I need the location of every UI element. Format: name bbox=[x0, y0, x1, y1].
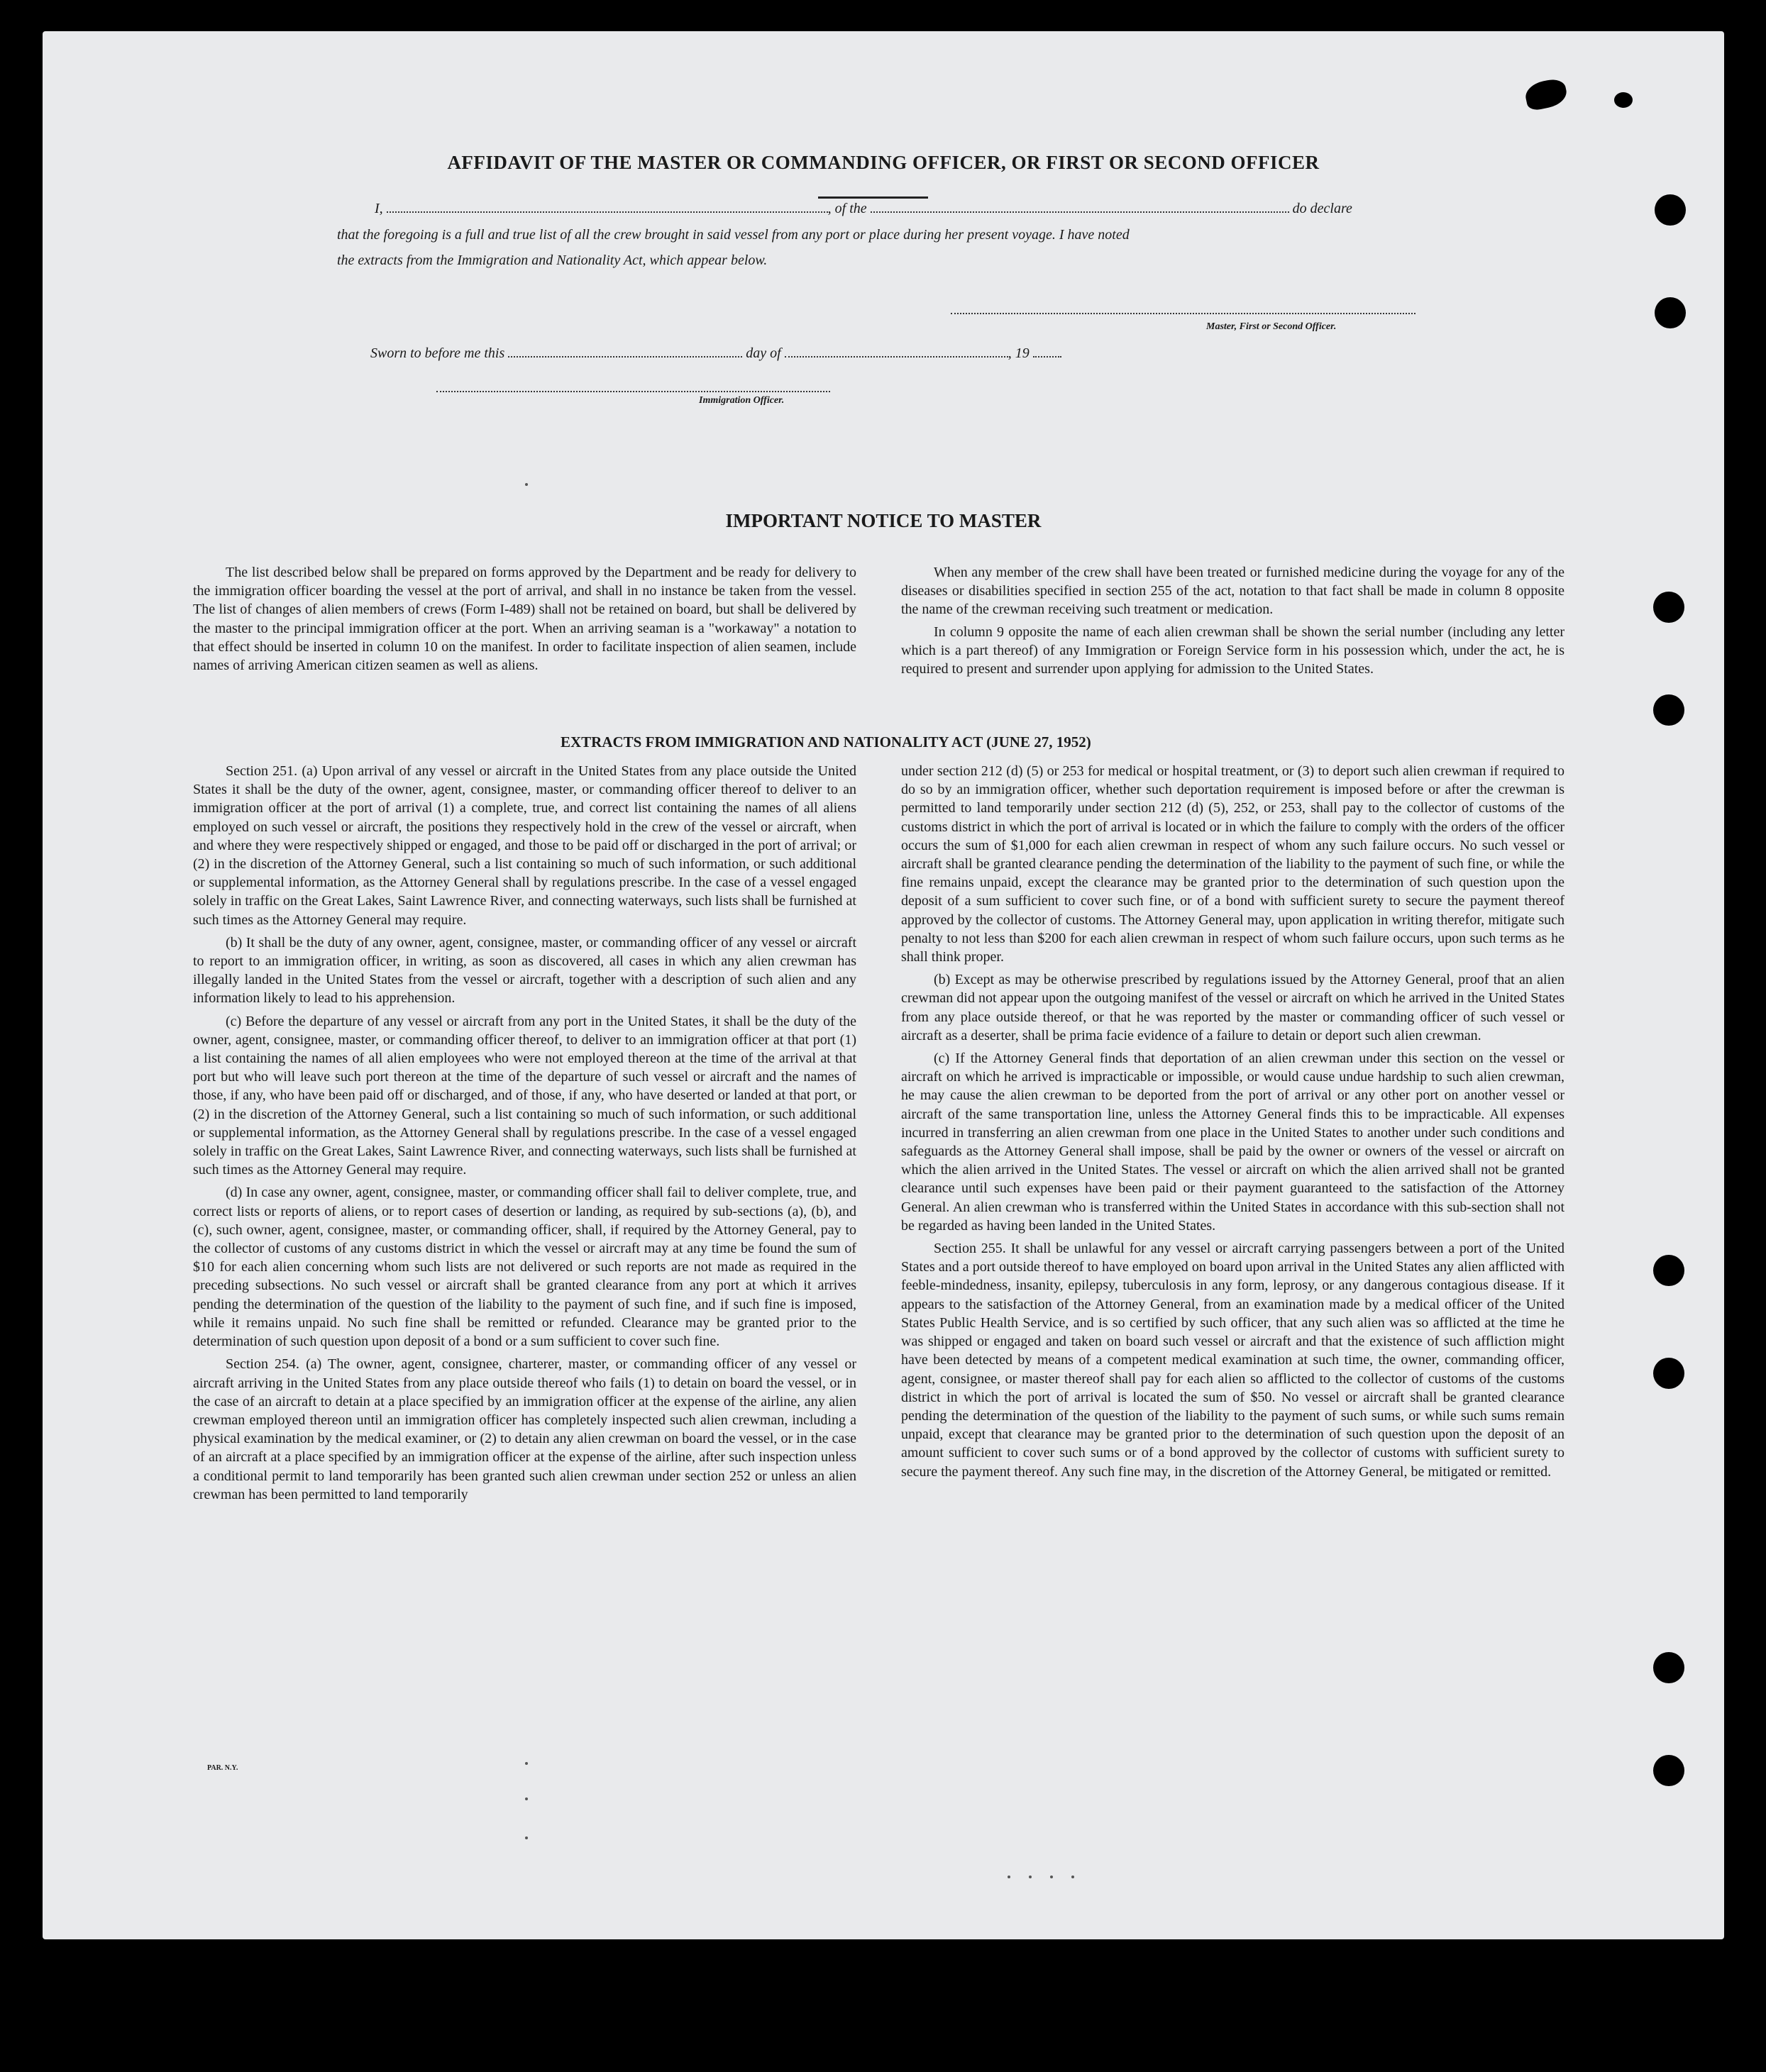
section-paragraph: (b) It shall be the duty of any owner, agent, consignee, master, or commanding officer of any vessel or aircraft to report to an immigration officer, in writing, as soon as discovered, all cases in which any alien crewman has illegally landed in the United States from the vessel or aircraft, together with a description of such alien and any information likely to lead to his apprehension. bbox=[193, 934, 856, 1007]
speck bbox=[525, 483, 528, 486]
sworn-month-blank bbox=[785, 343, 1008, 358]
day-of-label: day of bbox=[746, 345, 781, 361]
section-paragraph: (c) Before the departure of any vessel or aircraft from any port in the United States, it shall be the duty of the owner, agent, consignee, master, or commanding officer thereof, to deliver to an immigration officer at that port (1) a list containing the names of all alien employees who were not employed thereon at the time of the arrival at that port but who will leave such port thereon at the time of the departure of such vessel or aircraft and the names of those, if any, who have been paid off or discharged, and of those, if any, who have deserted or landed at that port, or (2) in the discretion of the Attorney General, such a list containing so much of such information, or such additional or supplemental information, as the Attorney General shall by regulations prescribe. In the case of a vessel engaged solely in traffic on the Great Lakes, Saint Lawrence River, and connecting waterways, such lists shall be furnished at such times as the Attorney General may require. bbox=[193, 1013, 856, 1178]
notice-paragraph: In column 9 opposite the name of each alien crewman shall be shown the serial number (including any letter which is a part thereof) of any Immigration or Foreign Service form in his possession which, under the act, he is required to present and surrender upon applying for admission to the United States. bbox=[901, 624, 1564, 677]
notice-paragraph: When any member of the crew shall have been treated or furnished medicine during the voyage for any of the diseases or disabilities specified in section 255 of the act, notation to that fact shall be made in column 8 opposite the name of the crewman receiving such treatment or medication. bbox=[901, 565, 1564, 618]
notice-paragraph: The list described below shall be prepared on forms approved by the Department and be ready for delivery to the immigration officer boarding the vessel at the port of arrival, and shall in no instance be taken from the vessel. The list of changes of alien members of crews (Form I-489) shall not be retained on board, but shall be delivered by the master to the principal immigration officer at the port. When an arriving seaman is a "workaway" a notation to that effect should be inserted in column 10 on the manifest. In order to facilitate inspection of alien seamen, include names of arriving American citizen seamen as well as aliens. bbox=[193, 565, 856, 674]
speck bbox=[1050, 1876, 1053, 1878]
speck bbox=[525, 1836, 528, 1839]
section-paragraph: Section 255. It shall be unlawful for any vessel or aircraft carrying passengers between a port of the United States and a port outside thereof to have employed on board upon arrival in the United States any alien afflicted with feeble-mindedness, insanity, epilepsy, tuberculosis in any form, leprosy, or any dangerous contagious disease. If it appears to the satisfaction of the Attorney General, from an examination made by a medical officer of the United States Public Health Service, and is so certified by such officer, that any such alien was so afflicted at the time he was shipped or engaged and taken on board such vessel or aircraft and that the existence of such affliction might have been detected by means of a competent medical examination at such time, the owner, commanding officer, agent, consignee, or master thereof shall pay for each alien so afflicted to the collector of customs of the customs district in which the port of arrival is located the sum of $50. No vessel or aircraft shall be granted clearance pending the determination of the question of the liability to the payment of such sums, or while such sums remain unpaid, except that clearance may be granted prior to the determination of such question upon the deposit of an amount sufficient to cover such sums or of a bond approved by the collector of customs with sufficient surety to secure the payment thereof. Any such fine may, in the discretion of the Attorney General, be mitigated or remitted. bbox=[901, 1241, 1564, 1480]
binder-hole bbox=[1655, 194, 1686, 226]
binder-hole bbox=[1653, 1652, 1684, 1683]
section-paragraph: (b) Except as may be otherwise prescribed by regulations issued by the Attorney General, proof that an alien crewman did not appear upon the outgoing manifest of the vessel or aircraft on which he arrived in the United States from any place outside thereof, or that he was reported by the master or commanding officer of such vessel or aircraft as a deserter, shall be prima facie evidence of a failure to detain or deport such alien crewman. bbox=[901, 972, 1564, 1043]
speck bbox=[1008, 1876, 1010, 1878]
notice-title: IMPORTANT NOTICE TO MASTER bbox=[725, 510, 1042, 531]
section-paragraph: Section 251. (a) Upon arrival of any vessel or aircraft in the United States from any place outside the United States it shall be the duty of the owner, agent, consignee, master, or commanding officer thereof to deliver to an immigration officer at the port of arrival (1) a complete, true, and correct list containing the names of all aliens employed on such vessel or aircraft, the positions they respectively hold in the crew of the vessel or aircraft, when and where they were respectively shipped or engaged, and those to be paid off or discharged in the port of arrival; or (2) in the discretion of the Attorney General, such a list containing so much of such information, or such additional or supplemental information, as the Attorney General shall by regulations prescribe. In the case of a vessel engaged solely in traffic on the Great Lakes, Saint Lawrence River, and connecting waterways, such lists shall be furnished at such times as the Attorney General may require. bbox=[193, 763, 856, 928]
master-signature-line bbox=[951, 313, 1415, 314]
affidavit-text-1: that the foregoing is a full and true list of all the crew brought in said vessel from any port or place during her present voyage. I have noted bbox=[337, 227, 1130, 243]
sworn-label: Sworn to before me this bbox=[370, 345, 505, 361]
section-paragraph: (d) In case any owner, agent, consignee, master, or commanding officer shall fail to deliver complete, true, and correct lists or reports of aliens, or to report cases of desertion or landing, as required by sub-sections (a), (b), and (c), such owner, agent, consignee, master, or commanding officer, shall, if required by the Attorney General, pay to the collector of customs of any customs district in which the vessel or aircraft may at any time be found the sum of $10 for each alien concerning whom such lists are not delivered or such reports are not made as required in the preceding subsections. No such vessel or aircraft shall be granted clearance from any port at which it arrives pending the determination of the question of the liability to the payment of such fine, and if such fine is imposed, while it remains unpaid. No such fine shall be remitted or refunded. Clearance may be granted prior to the determination of such question upon deposit of a bond or a sum sufficient to cover such fine. bbox=[193, 1185, 856, 1350]
notice-right-column bbox=[901, 563, 1564, 678]
affidavit-title: AFFIDAVIT OF THE MASTER OR COMMANDING OFFICER, OR FIRST OR SECOND OFFICER bbox=[447, 152, 1320, 173]
binder-hole bbox=[1653, 694, 1684, 726]
of-the-label: , of the bbox=[827, 201, 867, 216]
binder-hole bbox=[1655, 297, 1686, 328]
do-declare-label: do declare bbox=[1292, 201, 1352, 216]
binder-hole bbox=[1653, 592, 1684, 623]
affidavit-text-2: the extracts from the Immigration and Nationality Act, which appear below. bbox=[337, 253, 768, 268]
document-page bbox=[43, 31, 1724, 1939]
affidavit-i: I, bbox=[375, 201, 383, 216]
section-paragraph: (c) If the Attorney General finds that deportation of an alien crewman under this section on the vessel or aircraft on which he arrived is impracticable or impossible, or would cause undue hardship to such alien crewman, he may cause the alien crewman to be deported from the port of arrival or any other port on another vessel or aircraft of the same transportation line, unless the Attorney General finds this to be impracticable. All expenses incurred in transferring an alien crewman from one place in the United States to another under such conditions and safeguards as the Attorney General shall impose, shall be paid by the owner or owners of the vessel or aircraft on which the alien arrived in the United States. The vessel or aircraft on which the alien arrived shall not be granted clearance until such expenses have been paid or their payment guaranteed to the satisfaction of the Attorney General. An alien crewman who is transferred within the United States in accordance with this sub-section shall not be regarded as having been landed in the United States. bbox=[901, 1051, 1564, 1234]
year-blank bbox=[1033, 343, 1061, 358]
speck bbox=[1029, 1876, 1032, 1878]
printer-mark: PAR. N.Y. bbox=[207, 1764, 238, 1772]
extracts-right-column bbox=[901, 762, 1564, 1481]
officer-signature-label: Immigration Officer. bbox=[699, 395, 785, 406]
binder-hole bbox=[1653, 1255, 1684, 1286]
notice-left-column bbox=[193, 563, 856, 675]
extracts-title: EXTRACTS FROM IMMIGRATION AND NATIONALITY ACT (JUNE 27, 1952) bbox=[561, 733, 1091, 750]
speck bbox=[1071, 1876, 1074, 1878]
sworn-day-blank bbox=[508, 343, 742, 358]
sworn-line bbox=[370, 343, 1061, 362]
affidavit-declaration-line bbox=[375, 199, 1352, 217]
year-label: , 19 bbox=[1008, 345, 1030, 361]
ink-blot bbox=[1523, 77, 1569, 111]
binder-hole bbox=[1653, 1358, 1684, 1389]
officer-signature-line bbox=[436, 391, 830, 392]
ink-blot bbox=[1614, 92, 1633, 108]
section-paragraph: under section 212 (d) (5) or 253 for medical or hospital treatment, or (3) to deport such alien crewman if required to do so by an immigration officer, whether such deportation requirement is imposed before or after the crewman is permitted to land temporarily under section 212 (d) (5), 252, or 253, shall pay to the collector of customs of the customs district in which the port of arrival is located or in which the failure to comply with the orders of the officer occurs the sum of $1,000 for each alien crewman in respect of whom any such failure occurs. No such vessel or aircraft shall be granted clearance pending the determination of the liability to the payment of such fine, or while the fine remains unpaid, except the clearance may be granted prior to the determination of such question upon the deposit of a sum sufficient to cover such fine, or of a bond with sufficient surety to secure the payment thereof approved by the collector of customs. The Attorney General may, upon application in writing therefor, mitigate such penalty to not less than $200 for each alien crewman in respect of whom such failure occurs, upon such terms as he shall think proper. bbox=[901, 763, 1564, 965]
extracts-left-column bbox=[193, 762, 856, 1504]
master-signature-label: Master, First or Second Officer. bbox=[1206, 321, 1337, 332]
name-blank bbox=[387, 199, 828, 213]
speck bbox=[525, 1797, 528, 1800]
vessel-blank bbox=[871, 199, 1289, 213]
speck bbox=[525, 1762, 528, 1765]
binder-hole bbox=[1653, 1755, 1684, 1786]
section-paragraph: Section 254. (a) The owner, agent, consignee, charterer, master, or commanding officer of any vessel or aircraft arriving in the United States from any place outside thereof who fails (1) to detain on board the vessel, or in the case of an aircraft to detain at a place specified by an immigration officer at the expense of the airline, any alien crewman employed thereon until an immigration officer has completely inspected such alien crewman, including a physical examination by the medical examiner, or (2) to detain any alien crewman on board the vessel, or in the case of an aircraft at a place specified by an immigration officer at the expense of the airline, after such inspection unless a conditional permit to land temporarily has been granted such alien crewman under section 252 or unless an alien crewman has been permitted to land temporarily bbox=[193, 1356, 856, 1502]
